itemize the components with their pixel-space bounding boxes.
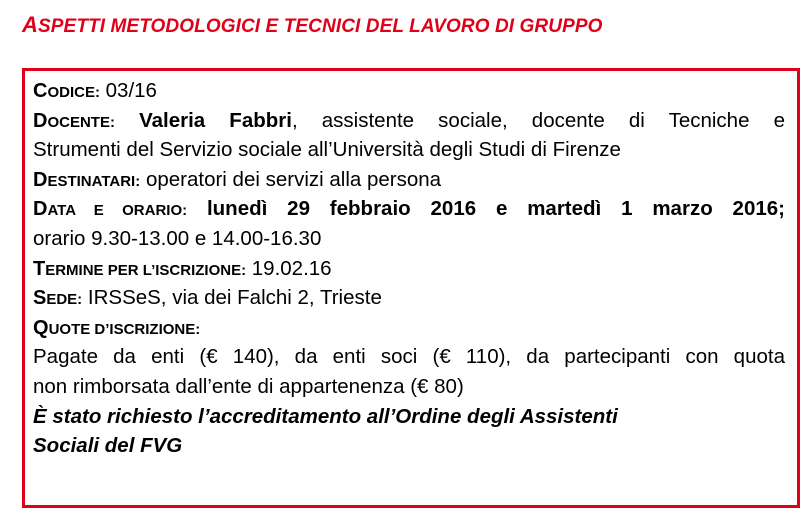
codice-value: 03/16 bbox=[105, 79, 157, 102]
course-details-box bbox=[22, 68, 800, 508]
docente-row bbox=[33, 106, 785, 136]
data-orario-row bbox=[33, 194, 785, 224]
course-title bbox=[22, 12, 603, 38]
sede-value: IRSSeS, via dei Falchi 2, Trieste bbox=[87, 286, 382, 310]
docente-name: Valeria Fabbri bbox=[139, 108, 292, 132]
orario-row bbox=[33, 224, 785, 254]
destinatari-label: DESTINATARI: bbox=[33, 168, 141, 191]
accreditamento-line-1 bbox=[33, 402, 785, 432]
accreditamento-text-2: Sociali del FVG bbox=[33, 434, 183, 458]
destinatari-value: operatori dei servizi alla persona bbox=[145, 167, 442, 191]
course-title-initial: A bbox=[22, 12, 38, 37]
course-dates: lunedì 29 febbraio 2016 e martedì 1 marzo 2016; bbox=[206, 197, 785, 221]
quote-line-2 bbox=[33, 372, 785, 402]
docente-description: , assistente sociale, docente di Tecniche e bbox=[291, 108, 785, 132]
destinatari-row bbox=[33, 165, 785, 195]
accreditamento-text-1: È stato richiesto l’accreditamento all’Ordine degli Assistenti bbox=[33, 404, 618, 428]
sede-row bbox=[33, 283, 785, 313]
quote-label: QUOTE D’ISCRIZIONE: bbox=[33, 316, 201, 339]
course-title-rest: SPETTI METODOLOGICI E TECNICI DEL LAVORO DI GRUPPO bbox=[38, 16, 603, 37]
docente-row-continued bbox=[33, 135, 785, 165]
quote-text-2: non rimborsata dall’ente di appartenenza (€ 80) bbox=[33, 374, 464, 398]
docente-label: DOCENTE: bbox=[33, 109, 115, 132]
quote-text-1: Pagate da enti (€ 140), da enti soci (€ 110), da partecipanti con quota bbox=[33, 345, 785, 369]
codice-row bbox=[33, 76, 785, 106]
codice-label: CODICE: bbox=[33, 80, 100, 102]
termine-value: 19.02.16 bbox=[251, 256, 332, 280]
course-hours: orario 9.30-13.00 e 14.00-16.30 bbox=[33, 226, 322, 250]
data-orario-label: DATA E ORARIO: bbox=[33, 198, 188, 221]
course-details-content bbox=[33, 76, 785, 461]
accreditamento-line-2 bbox=[33, 431, 785, 461]
termine-row bbox=[33, 254, 785, 284]
quote-line-1 bbox=[33, 342, 785, 372]
sede-label: SEDE: bbox=[33, 287, 83, 310]
termine-label: TERMINE PER L’ISCRIZIONE: bbox=[33, 257, 247, 280]
quote-label-row bbox=[33, 313, 785, 343]
docente-description-continued: Strumenti del Servizio sociale all’Università degli Studi di Firenze bbox=[33, 138, 621, 162]
